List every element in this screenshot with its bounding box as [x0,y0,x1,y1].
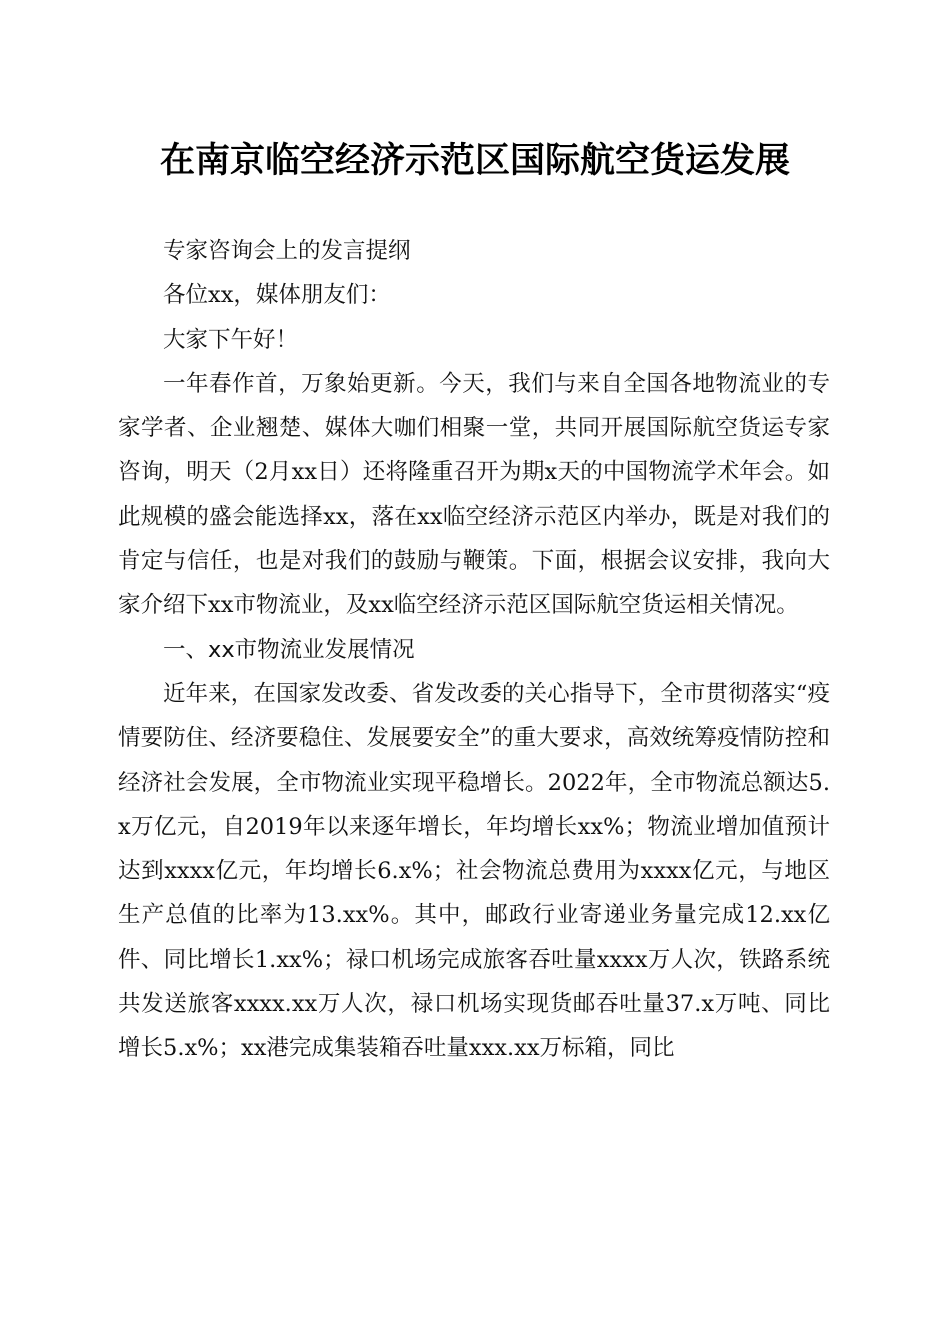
section-paragraph: 近年来，在国家发改委、省发改委的关心指导下，全市贯彻落实“疫情要防住、经济要稳住、发展要安全”的重大要求，高效统筹疫情防控和经济社会发展，全市物流业实现平稳增长。2022年，全市物流总额达5.x万亿元，自2019年以来逐年增长，年均增长xx%；物流业增加值预计达到xxxx亿元，年均增长6.x%；社会物流总费用为xxxx亿元，与地区生产总值的比率为13.xx%。其中，邮政行业寄递业务量完成12.xx亿件、同比增长1.xx%；禄口机场完成旅客吞吐量xxxx万人次，铁路系统共发送旅客xxxx.xx万人次，禄口机场实现货邮吞吐量37.x万吨、同比增长5.x%；xx港完成集装箱吞吐量xxx.xx万标箱，同比 [118,680,830,1062]
intro-paragraph: 一年春作首，万象始更新。今天，我们与来自全国各地物流业的专家学者、企业翘楚、媒体大咖们相聚一堂，共同开展国际航空货运专家咨询，明天（2月xx日）还将隆重召开为期x天的中国物流学术年会。如此规模的盛会能选择xx，落在xx临空经济示范区内举办，既是对我们的肯定与信任，也是对我们的鼓励与鞭策。下面，根据会议安排，我向大家介绍下xx市物流业，及xx临空经济示范区国际航空货运相关情况。 [118,370,830,619]
document-subtitle: 专家咨询会上的发言提纲 [163,238,411,264]
document-body [118,229,830,1071]
greeting: 大家下午好！ [163,326,299,353]
document-title: 在南京临空经济示范区国际航空货运发展 [159,140,790,181]
salutation: 各位xx，媒体朋友们： [163,282,391,309]
section-heading: 一、xx市物流业发展情况 [163,636,415,663]
